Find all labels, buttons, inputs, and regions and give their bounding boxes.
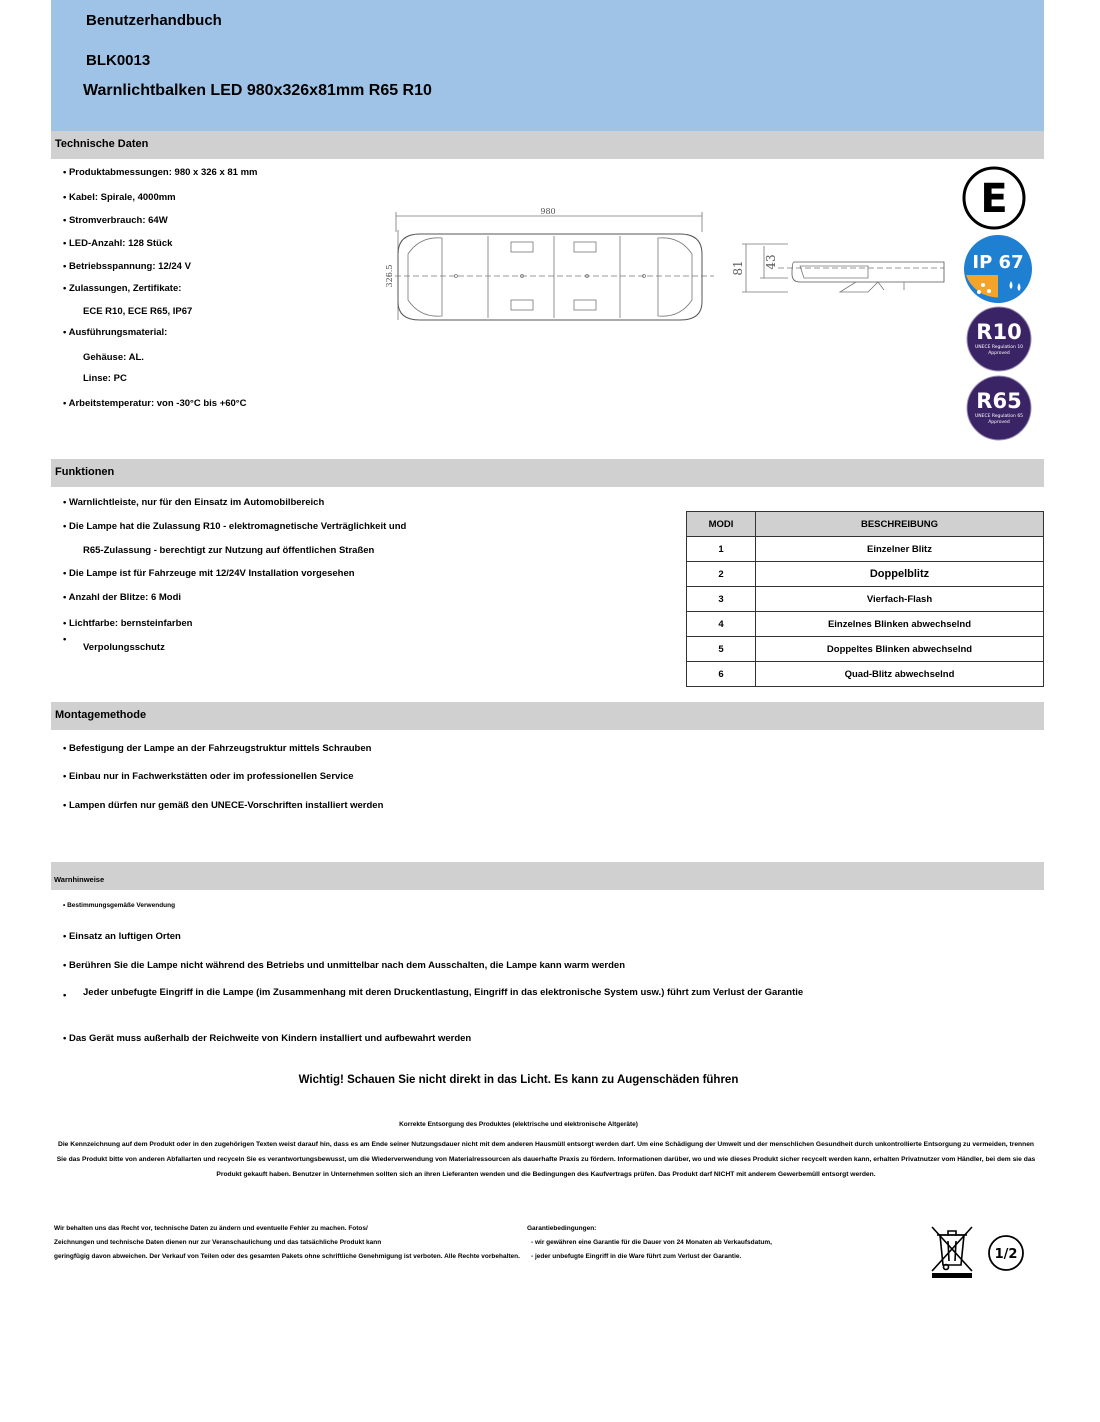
weee-bin-icon (928, 1225, 976, 1281)
mode-number: 6 (687, 662, 756, 687)
mode-number: 4 (687, 612, 756, 637)
spec-subitem: Gehäuse: AL. (83, 352, 144, 363)
section-header-warnings (51, 862, 1044, 890)
ip-rating-text: IP 67 (972, 252, 1024, 273)
table-header-row (687, 512, 1044, 537)
footer-warranty (527, 1222, 772, 1264)
warning-item: • Das Gerät muss außerhalb der Reichweite von Kindern installiert und aufbewahrt werden (63, 1033, 472, 1044)
section-title: Montagemethode (55, 709, 147, 721)
section-title: Warnhinweise (54, 875, 105, 884)
function-item: • Lichtfarbe: bernsteinfarben (63, 618, 193, 629)
footer-line: geringfügig davon abweichen. Der Verkauf von Teilen oder des gesamten Pakets ohne schriftliche Genehmigung ist verboten. Alle Rechte vorbehalten. (54, 1253, 520, 1260)
side-height-label: 81 (731, 260, 745, 276)
footer-line: Garantiebedingungen: (527, 1225, 597, 1232)
function-item: • Die Lampe hat die Zulassung R10 - elektromagnetische Verträglichkeit und (63, 521, 407, 532)
warning-item: • Berühren Sie die Lampe nicht während des Betriebs und unmittelbar nach dem Ausschalten, die Lampe kann warm werden (63, 960, 626, 971)
side-view-drawing (728, 236, 950, 306)
column-header: MODI (687, 512, 756, 537)
mode-number: 5 (687, 637, 756, 662)
e-mark-icon (961, 166, 1029, 230)
mode-description: Einzelner Blitz (756, 537, 1044, 562)
spec-subitem: ECE R10, ECE R65, IP67 (83, 306, 193, 317)
r65-approved: Approved (988, 420, 1010, 425)
r10-approved: Approved (988, 351, 1010, 356)
r65-subtext: UNECE Regulation 65 (974, 414, 1024, 419)
table-row (687, 587, 1044, 612)
mode-number: 2 (687, 562, 756, 587)
page-indicator-icon (986, 1233, 1026, 1273)
spec-item: • Arbeitstemperatur: von -30°C bis +60°C (63, 398, 247, 409)
product-title: Warnlichtbalken LED 980x326x81mm R65 R10 (83, 82, 432, 99)
function-subitem: R65-Zulassung - berechtigt zur Nutzung auf öffentlichen Straßen (83, 545, 375, 556)
r65-badge-icon (965, 375, 1035, 441)
table-row (687, 662, 1044, 687)
mounting-item: • Befestigung der Lampe an der Fahrzeugstruktur mittels Schrauben (63, 743, 372, 754)
r10-subtext: UNECE Regulation 10 (974, 345, 1024, 350)
section-header-functions (51, 459, 1044, 487)
spec-item: • Stromverbrauch: 64W (63, 215, 168, 226)
warning-small-item: • Bestimmungsgemäße Verwendung (63, 902, 176, 909)
function-item: • Anzahl der Blitze: 6 Modi (63, 592, 182, 603)
footer-line: - jeder unbefugte Eingriff in die Ware führt zum Verlust der Garantie. (531, 1253, 742, 1260)
section-title: Funktionen (55, 466, 115, 478)
spec-item: • Kabel: Spirale, 4000mm (63, 192, 176, 203)
warning-bullet: • (63, 990, 67, 1001)
section-header-tech (51, 131, 1044, 159)
footer-line: Wir behalten uns das Recht vor, technische Daten zu ändern und eventuelle Fehler zu machen. Fotos/ (54, 1225, 368, 1232)
mounting-item: • Lampen dürfen nur gemäß den UNECE-Vorschriften installiert werden (63, 800, 384, 811)
spec-item: • Ausführungsmaterial: (63, 327, 168, 338)
mode-description: Quad-Blitz abwechselnd (756, 662, 1044, 687)
disposal-title: Korrekte Entsorgung des Produktes (elektrische und elektronische Altgeräte) (399, 1121, 638, 1128)
page-indicator-text: 1/2 (994, 1247, 1018, 1262)
mode-description: Einzelnes Blinken abwechselnd (756, 612, 1044, 637)
warning-item: Jeder unbefugte Eingriff in die Lampe (im Zusammenhang mit deren Druckentlastung, Eingriff in das elektronische System usw.) führt zum Verlust der Garantie (83, 987, 804, 998)
table-row (687, 637, 1044, 662)
front-view-drawing (380, 202, 720, 332)
function-item: • Die Lampe ist für Fahrzeuge mit 12/24V Installation vorgesehen (63, 568, 355, 579)
e-mark-letter: E (980, 176, 1008, 222)
mode-number: 3 (687, 587, 756, 612)
product-code: BLK0013 (86, 52, 151, 69)
spec-item: • LED-Anzahl: 128 Stück (63, 238, 173, 249)
footer-line: - wir gewähren eine Garantie für die Dauer von 24 Monaten ab Verkaufsdatum, (531, 1239, 772, 1246)
mode-description: Doppeltes Blinken abwechselnd (756, 637, 1044, 662)
function-subitem: Verpolungsschutz (83, 642, 165, 653)
spec-item: • Zulassungen, Zertifikate: (63, 283, 182, 294)
table-row (687, 562, 1044, 587)
function-bullet: • (63, 634, 67, 645)
height-dimension-label: 326.5 (385, 264, 394, 288)
section-header-mounting (51, 702, 1044, 730)
spec-subitem: Linse: PC (83, 373, 127, 384)
mode-number: 1 (687, 537, 756, 562)
r10-text: R10 (976, 320, 1022, 344)
disposal-text: Die Kennzeichnung auf dem Produkt oder in den zugehörigen Texten weist darauf hin, dass es am Ende seiner Nutzungsdauer nicht mit dem anderen Hausmüll entsorgt werden darf. Um eine Schädigung der Umwelt und der menschlichen Gesundheit durch unkontrollierte Entsorgung zu vermeiden, trennen Sie das Produkt bitte von anderen Abfallarten und recyceln Sie es verantwortungsbewusst, um die Wiederverwendung von Materialressourcen als dauerhafte Praxis zu fördern. Informationen darüber, wo und wie dieses Produkt sicher recycelt werden kann, erhalten Privatnutzer vom Händler, bei dem sie das Produkt gekauft haben. Benutzer in Unternehmen sollten sich an ihren Lieferanten wenden und die Bedingungen des Kaufvertrags prüfen. Das Produkt darf NICHT mit anderem Gewerbemüll entsorgt werden. (56, 1141, 1036, 1178)
spec-item: • Betriebsspannung: 12/24 V (63, 261, 191, 272)
manual-label: Benutzerhandbuch (86, 12, 222, 29)
mounting-item: • Einbau nur in Fachwerkstätten oder im professionellen Service (63, 771, 354, 782)
column-header: BESCHREIBUNG (756, 512, 1044, 537)
table-row (687, 537, 1044, 562)
important-warning: Wichtig! Schauen Sie nicht direkt in das Licht. Es kann zu Augenschäden führen (298, 1074, 739, 1086)
ip67-badge-icon (963, 235, 1035, 303)
lens-height-label: 43 (764, 254, 778, 270)
modes-table (686, 511, 1044, 687)
function-item: • Warnlichtleiste, nur für den Einsatz im Automobilbereich (63, 497, 325, 508)
section-title: Technische Daten (55, 138, 149, 150)
r65-text: R65 (976, 389, 1022, 413)
r10-badge-icon (965, 306, 1035, 372)
mode-description: Vierfach-Flash (756, 587, 1044, 612)
width-dimension-label: 980 (540, 207, 556, 216)
table-row (687, 612, 1044, 637)
footer-line: Zeichnungen und technische Daten dienen nur zur Veranschaulichung und das tatsächliche Produkt kann (54, 1239, 382, 1246)
warning-item: • Einsatz an luftigen Orten (63, 931, 181, 942)
spec-item: • Produktabmessungen: 980 x 326 x 81 mm (63, 167, 258, 178)
footer-disclaimer (54, 1222, 520, 1264)
mode-description: Doppelblitz (756, 562, 1044, 587)
